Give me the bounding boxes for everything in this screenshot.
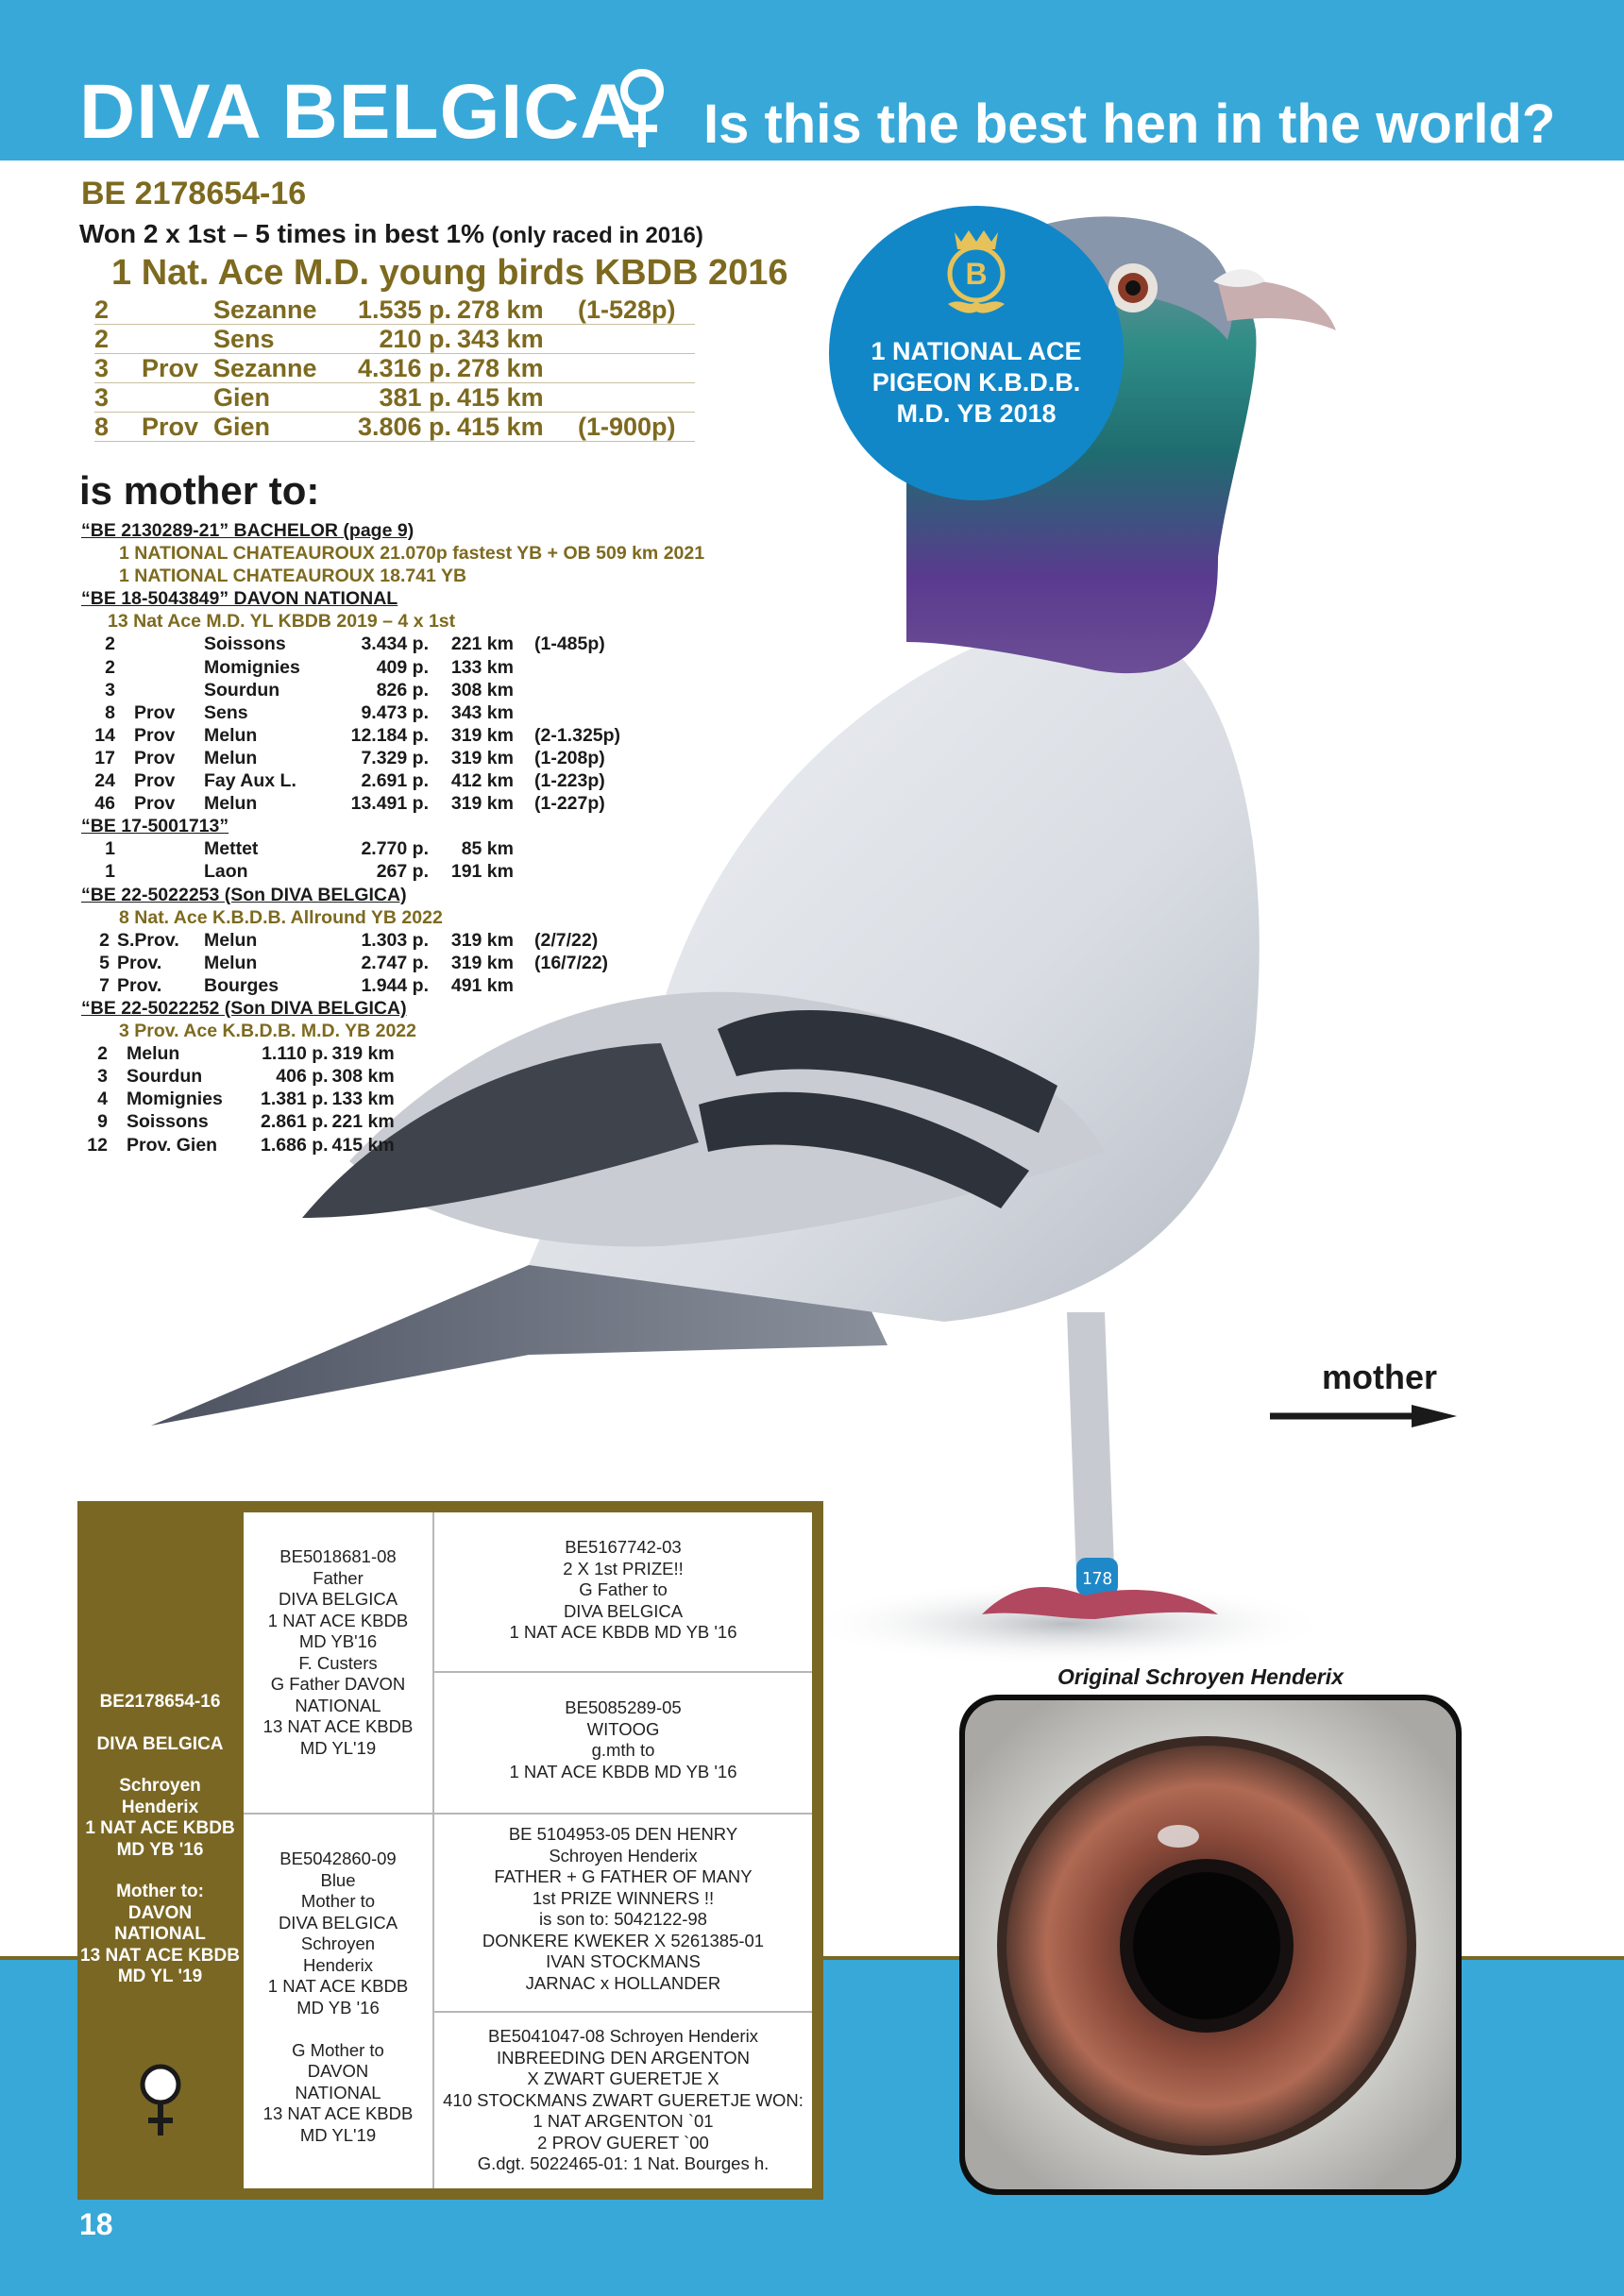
won-summary-main: Won 2 x 1st – 5 times in best 1% bbox=[79, 219, 484, 248]
cell: 1.944 p. bbox=[361, 974, 429, 996]
result-location: Sezanne bbox=[213, 354, 346, 383]
page-subtitle: Is this the best hen in the world? bbox=[703, 93, 1556, 155]
offspring-achievement: 8 Nat. Ace K.B.D.B. Allround YB 2022 bbox=[119, 906, 443, 928]
cell: 3.434 p. bbox=[361, 633, 429, 655]
result-note: (1-528p) bbox=[578, 295, 695, 325]
cell: 9 bbox=[97, 1111, 108, 1133]
table-row bbox=[81, 1134, 427, 1156]
cell: 1 bbox=[105, 838, 115, 860]
cell: Prov. bbox=[117, 974, 162, 996]
cell: 308 km bbox=[331, 1066, 395, 1088]
cell: 221 km bbox=[450, 633, 514, 655]
cell: 1.110 p. bbox=[262, 1043, 329, 1065]
cell: Laon bbox=[204, 861, 248, 883]
pedigree-line: MD YB'16 bbox=[298, 1631, 378, 1651]
pedigree-line: 13 NAT ACE KBDB bbox=[262, 2103, 414, 2123]
pedigree-mother bbox=[244, 1849, 432, 2146]
table-row bbox=[81, 701, 620, 724]
pedigree-title: 1 NAT ACE KBDB bbox=[85, 1818, 235, 1838]
pedigree-line: 1st PRIZE WINNERS !! bbox=[532, 1887, 715, 1908]
cell: 2.770 p. bbox=[361, 838, 429, 860]
results-table bbox=[94, 295, 695, 442]
cell: Mettet bbox=[204, 838, 259, 860]
pedigree-line: g.mth to bbox=[591, 1740, 655, 1760]
pedigree-line: MD YL'19 bbox=[299, 1737, 377, 1758]
pedigree-table bbox=[244, 1512, 812, 2188]
mother-label: mother bbox=[1322, 1358, 1438, 1396]
cell: 319 km bbox=[450, 952, 514, 973]
result-note: (1-900p) bbox=[578, 413, 695, 442]
cell: Melun bbox=[204, 747, 258, 768]
pedigree-divider bbox=[432, 2011, 812, 2013]
won-summary bbox=[79, 219, 703, 249]
cell: 319 km bbox=[450, 747, 514, 768]
table-row bbox=[81, 1042, 427, 1065]
pedigree-mother-to: DAVON bbox=[127, 1902, 193, 1923]
cell: 133 km bbox=[331, 1089, 395, 1110]
table-row bbox=[81, 1088, 427, 1110]
result-place: 8 bbox=[94, 413, 142, 442]
cell: 308 km bbox=[450, 679, 514, 701]
result-distance: 343 km bbox=[457, 325, 578, 354]
result-distance: 278 km bbox=[457, 295, 578, 325]
pedigree-mother-mother bbox=[434, 2026, 812, 2175]
cell: 221 km bbox=[331, 1111, 395, 1133]
photo-caption: Original Schroyen Henderix bbox=[1057, 1664, 1344, 1689]
result-prov: Prov bbox=[142, 413, 213, 442]
pedigree-line: NATIONAL bbox=[295, 1695, 381, 1715]
table-row bbox=[81, 837, 534, 860]
table-row bbox=[81, 656, 620, 679]
cell: 24 bbox=[94, 770, 115, 792]
cell: 9.473 p. bbox=[361, 701, 429, 723]
ring-number: BE 2178654-16 bbox=[81, 176, 307, 211]
pedigree-line: 1 NAT ARGENTON `01 bbox=[533, 2111, 714, 2131]
badge-line-2: PIGEON K.B.D.B. bbox=[871, 368, 1081, 397]
cell: 2.691 p. bbox=[361, 770, 429, 792]
pedigree-father-father bbox=[434, 1537, 812, 1644]
cell: (1-227p) bbox=[534, 793, 605, 815]
result-place: 3 bbox=[94, 354, 142, 383]
pedigree-line: BE5085289-05 bbox=[565, 1697, 682, 1717]
pedigree-line: 2 X 1st PRIZE!! bbox=[563, 1558, 684, 1578]
pedigree-line: G Mother to bbox=[292, 2039, 384, 2060]
pedigree-line: DAVON bbox=[307, 2061, 369, 2081]
pedigree-breeder: Schroyen bbox=[119, 1776, 201, 1796]
cell: Bourges bbox=[204, 974, 279, 996]
cell: Fay Aux L. bbox=[204, 770, 296, 792]
pedigree-line: 1 NAT ACE KBDB bbox=[267, 1976, 409, 1996]
result-birds: 381 p. bbox=[346, 383, 457, 413]
cell: Prov. bbox=[117, 952, 162, 973]
cell: 319 km bbox=[450, 929, 514, 951]
cell: Soissons bbox=[204, 633, 286, 655]
cell: 191 km bbox=[450, 861, 514, 883]
cell bbox=[534, 679, 620, 701]
cell: 491 km bbox=[450, 974, 514, 996]
cell: (1-223p) bbox=[534, 770, 605, 792]
table-row bbox=[81, 974, 608, 997]
offspring-achievement: 13 Nat Ace M.D. YL KBDB 2019 – 4 x 1st bbox=[108, 611, 456, 633]
pedigree-line: G.dgt. 5022465-01: 1 Nat. Bourges h. bbox=[477, 2153, 770, 2173]
pedigree-line: G Father to bbox=[579, 1579, 668, 1599]
pedigree-line: Father bbox=[313, 1567, 364, 1588]
cell: Prov bbox=[134, 701, 176, 723]
cell: 2 bbox=[97, 1043, 108, 1065]
offspring-heading-son-53: “BE 22-5022253 (Son DIVA BELGICA) bbox=[81, 884, 407, 905]
pedigree-line: WITOOG bbox=[586, 1718, 660, 1739]
cell: 13.491 p. bbox=[350, 793, 429, 815]
table-row bbox=[81, 769, 620, 792]
pedigree-line: 1 NAT ACE KBDB bbox=[267, 1610, 409, 1630]
result-place: 3 bbox=[94, 383, 142, 413]
offspring-heading-bachelor: “BE 2130289-21” BACHELOR (page 9) bbox=[81, 520, 414, 541]
cell bbox=[134, 633, 204, 655]
cell: 7 bbox=[99, 974, 110, 996]
cell: Soissons bbox=[127, 1111, 209, 1133]
cell: Melun bbox=[204, 724, 258, 746]
cell: 12.184 p. bbox=[350, 724, 429, 746]
badge-logo-letter: B bbox=[965, 257, 988, 291]
result-note bbox=[578, 325, 695, 354]
cell: (1-208p) bbox=[534, 747, 605, 768]
table-row bbox=[94, 413, 695, 442]
cell: 409 p. bbox=[376, 656, 429, 678]
cell: 2 bbox=[105, 633, 115, 655]
pedigree-line: NATIONAL bbox=[295, 2082, 381, 2102]
pedigree-title: MD YB '16 bbox=[116, 1839, 204, 1860]
pedigree-line: X ZWART GUERETJE X bbox=[527, 2068, 719, 2088]
pedigree-mother-to: NATIONAL bbox=[114, 1924, 206, 1944]
result-prov: Prov bbox=[142, 354, 213, 383]
pedigree-line: JARNAC x HOLLANDER bbox=[525, 1972, 721, 1993]
cell: 3 bbox=[97, 1066, 108, 1088]
cell: (16/7/22) bbox=[534, 952, 609, 973]
cell: Melun bbox=[204, 952, 258, 973]
cell: 2.747 p. bbox=[361, 952, 429, 973]
page-number: 18 bbox=[79, 2207, 113, 2241]
pedigree-line: 1 NAT ACE KBDB MD YB '16 bbox=[509, 1622, 737, 1642]
cell: 4 bbox=[97, 1089, 108, 1110]
cell: Prov bbox=[134, 747, 176, 768]
cell: 7.329 p. bbox=[361, 747, 429, 768]
cell bbox=[534, 656, 620, 679]
cell: (2-1.325p) bbox=[534, 724, 621, 746]
pedigree-line: Schroyen bbox=[300, 1933, 376, 1953]
cell bbox=[134, 656, 204, 679]
result-birds: 3.806 p. bbox=[346, 413, 457, 442]
offspring-results-son-52 bbox=[81, 1042, 427, 1156]
cell: Momignies bbox=[204, 656, 300, 678]
offspring-achievement: 1 NATIONAL CHATEAUROUX 21.070p fastest YB + OB 509 km 2021 bbox=[119, 543, 705, 565]
cell: Melun bbox=[204, 793, 258, 815]
cell: 1.686 p. bbox=[261, 1134, 329, 1156]
offspring-results-son-53 bbox=[81, 929, 608, 997]
offspring-list bbox=[81, 519, 704, 1156]
offspring-achievement: 1 NATIONAL CHATEAUROUX 18.741 YB bbox=[119, 566, 467, 587]
result-distance: 278 km bbox=[457, 354, 578, 383]
pedigree-mother-to: Mother to: bbox=[116, 1882, 204, 1901]
pedigree-line: DIVA BELGICA bbox=[278, 1912, 398, 1933]
cell: 412 km bbox=[450, 770, 514, 792]
pedigree-line: MD YB '16 bbox=[296, 1997, 380, 2017]
result-distance: 415 km bbox=[457, 383, 578, 413]
result-place: 2 bbox=[94, 295, 142, 325]
table-row bbox=[94, 383, 695, 413]
cell: 1.381 p. bbox=[261, 1089, 329, 1110]
pedigree-line: 13 NAT ACE KBDB bbox=[262, 1716, 414, 1736]
pedigree-line: BE5042860-09 bbox=[279, 1849, 397, 1868]
pedigree-line: Schroyen Henderix bbox=[549, 1845, 698, 1866]
result-note bbox=[578, 383, 695, 413]
table-row bbox=[81, 952, 608, 974]
pedigree-line: FATHER + G FATHER OF MANY bbox=[494, 1866, 753, 1886]
pedigree-divider bbox=[244, 1813, 812, 1815]
cell: Sourdun bbox=[127, 1066, 203, 1088]
cell bbox=[134, 860, 204, 883]
cell: 2 bbox=[99, 929, 110, 951]
cell: 46 bbox=[94, 793, 115, 815]
won-summary-note: (only raced in 2016) bbox=[491, 223, 703, 248]
pedigree-line: is son to: 5042122-98 bbox=[539, 1909, 707, 1929]
pedigree-line: Mother to bbox=[300, 1891, 376, 1911]
pedigree-divider bbox=[432, 1671, 812, 1673]
table-row bbox=[81, 1110, 427, 1133]
offspring-achievement: 3 Prov. Ace K.B.D.B. M.D. YB 2022 bbox=[119, 1021, 416, 1042]
cell: 267 p. bbox=[376, 861, 429, 883]
eye-photo bbox=[959, 1695, 1462, 2195]
pedigree-father-mother bbox=[434, 1697, 812, 1782]
cell: 14 bbox=[94, 724, 115, 746]
cell: 1.303 p. bbox=[361, 929, 429, 951]
cell: Sourdun bbox=[204, 679, 280, 701]
female-symbol-icon bbox=[132, 2062, 189, 2137]
result-place: 2 bbox=[94, 325, 142, 354]
cell: Momignies bbox=[127, 1089, 223, 1110]
table-row bbox=[81, 860, 534, 883]
offspring-heading-be17: “BE 17-5001713” bbox=[81, 816, 229, 837]
cell: 1 bbox=[105, 861, 115, 883]
table-row bbox=[81, 929, 608, 952]
pedigree-mother-father bbox=[434, 1824, 812, 1994]
cell: 319 km bbox=[331, 1043, 395, 1065]
pedigree-line: DONKERE KWEKER X 5261385-01 bbox=[482, 1930, 765, 1950]
result-location: Sens bbox=[213, 325, 346, 354]
table-row bbox=[81, 724, 620, 747]
badge-line-1: 1 NATIONAL ACE bbox=[871, 337, 1082, 365]
pedigree-line: 1 NAT ACE KBDB MD YB '16 bbox=[509, 1761, 737, 1781]
table-row bbox=[94, 325, 695, 354]
cell: 85 km bbox=[461, 838, 514, 860]
offspring-results-davon bbox=[81, 633, 620, 815]
offspring-heading-davon: “BE 18-5043849” DAVON NATIONAL bbox=[81, 588, 398, 610]
result-distance: 415 km bbox=[457, 413, 578, 442]
table-row bbox=[94, 295, 695, 325]
cell: 2.861 p. bbox=[261, 1111, 329, 1133]
cell bbox=[134, 837, 204, 860]
result-birds: 4.316 p. bbox=[346, 354, 457, 383]
result-prov bbox=[142, 325, 213, 354]
cell: 3 bbox=[105, 679, 115, 701]
cell: 2 bbox=[105, 656, 115, 678]
pedigree-ring: BE2178654-16 bbox=[99, 1692, 221, 1712]
offspring-heading-son-52: “BE 22-5022252 (Son DIVA BELGICA) bbox=[81, 997, 407, 1019]
cell: (2/7/22) bbox=[534, 929, 599, 951]
result-prov bbox=[142, 383, 213, 413]
cell bbox=[534, 701, 620, 724]
cell: Melun bbox=[204, 929, 258, 951]
nat-ace-title: 1 Nat. Ace M.D. young birds KBDB 2016 bbox=[111, 253, 788, 293]
cell: 133 km bbox=[450, 656, 514, 678]
table-row bbox=[81, 747, 620, 769]
pedigree-line: Henderix bbox=[302, 1954, 374, 1975]
cell: Prov. Gien bbox=[127, 1134, 218, 1156]
cell: 826 p. bbox=[376, 679, 429, 701]
pedigree-mother-to: MD YL '19 bbox=[117, 1967, 203, 1986]
offspring-results-be17 bbox=[81, 837, 534, 883]
cell: Prov bbox=[134, 770, 176, 792]
pedigree-line: BE 5104953-05 DEN HENRY bbox=[508, 1824, 738, 1844]
result-note bbox=[578, 354, 695, 383]
cell: 12 bbox=[87, 1134, 108, 1156]
pigeon-ring-label: 178 bbox=[1081, 1569, 1113, 1589]
mother-to-heading: is mother to: bbox=[79, 468, 320, 513]
cell: 415 km bbox=[331, 1134, 395, 1156]
result-location: Sezanne bbox=[213, 295, 346, 325]
badge-text bbox=[829, 336, 1124, 430]
cell: (1-485p) bbox=[534, 633, 605, 655]
pedigree-name: DIVA BELGICA bbox=[96, 1733, 224, 1754]
pedigree-line: BE5167742-03 bbox=[565, 1537, 682, 1557]
cell: Prov bbox=[134, 724, 176, 746]
pedigree-line: F. Custers bbox=[298, 1652, 378, 1673]
cell: 319 km bbox=[450, 793, 514, 815]
pedigree-breeder: Henderix bbox=[121, 1797, 199, 1817]
pedigree-mother-to: 13 NAT ACE KBDB bbox=[80, 1945, 240, 1966]
right-arrow-icon bbox=[1270, 1399, 1459, 1437]
cell: S.Prov. bbox=[117, 929, 179, 951]
pedigree-line: INBREEDING DEN ARGENTON bbox=[497, 2047, 750, 2068]
cell: 8 bbox=[105, 701, 115, 723]
cell bbox=[534, 974, 608, 997]
table-row bbox=[81, 679, 620, 701]
table-row bbox=[81, 633, 620, 655]
pedigree-subject bbox=[77, 1501, 243, 2200]
pedigree-father bbox=[244, 1546, 432, 1759]
cell: Sens bbox=[204, 701, 248, 723]
cell: Prov bbox=[134, 793, 176, 815]
pedigree-line: BE5018681-08 bbox=[279, 1546, 397, 1566]
result-prov bbox=[142, 295, 213, 325]
result-birds: 210 p. bbox=[346, 325, 457, 354]
cell: 406 p. bbox=[276, 1066, 329, 1088]
pedigree-line: G Father DAVON bbox=[270, 1674, 406, 1694]
pedigree-line: Blue bbox=[320, 1869, 356, 1890]
cell: 5 bbox=[99, 952, 110, 973]
table-row bbox=[94, 354, 695, 383]
pedigree-line: 410 STOCKMANS ZWART GUERETJE WON: bbox=[443, 2089, 804, 2110]
result-location: Gien bbox=[213, 383, 346, 413]
cell: 343 km bbox=[450, 701, 514, 723]
female-symbol-icon bbox=[614, 66, 670, 156]
pedigree-line: IVAN STOCKMANS bbox=[546, 1951, 701, 1971]
pedigree-line: DIVA BELGICA bbox=[278, 1589, 398, 1609]
cell: Melun bbox=[127, 1043, 180, 1065]
pedigree-line: MD YL'19 bbox=[299, 2124, 377, 2145]
cell: 17 bbox=[94, 747, 115, 768]
result-birds: 1.535 p. bbox=[346, 295, 457, 325]
table-row bbox=[81, 792, 620, 815]
cell bbox=[134, 679, 204, 701]
cell: 319 km bbox=[450, 724, 514, 746]
pedigree-line: 2 PROV GUERET `00 bbox=[537, 2132, 709, 2152]
pedigree-line: BE5041047-08 Schroyen Henderix bbox=[488, 2026, 758, 2046]
pedigree-line: DIVA BELGICA bbox=[563, 1600, 684, 1621]
page-title: DIVA BELGICA bbox=[79, 69, 637, 155]
table-row bbox=[81, 1065, 427, 1088]
result-location: Gien bbox=[213, 413, 346, 442]
badge-line-3: M.D. YB 2018 bbox=[896, 399, 1057, 428]
